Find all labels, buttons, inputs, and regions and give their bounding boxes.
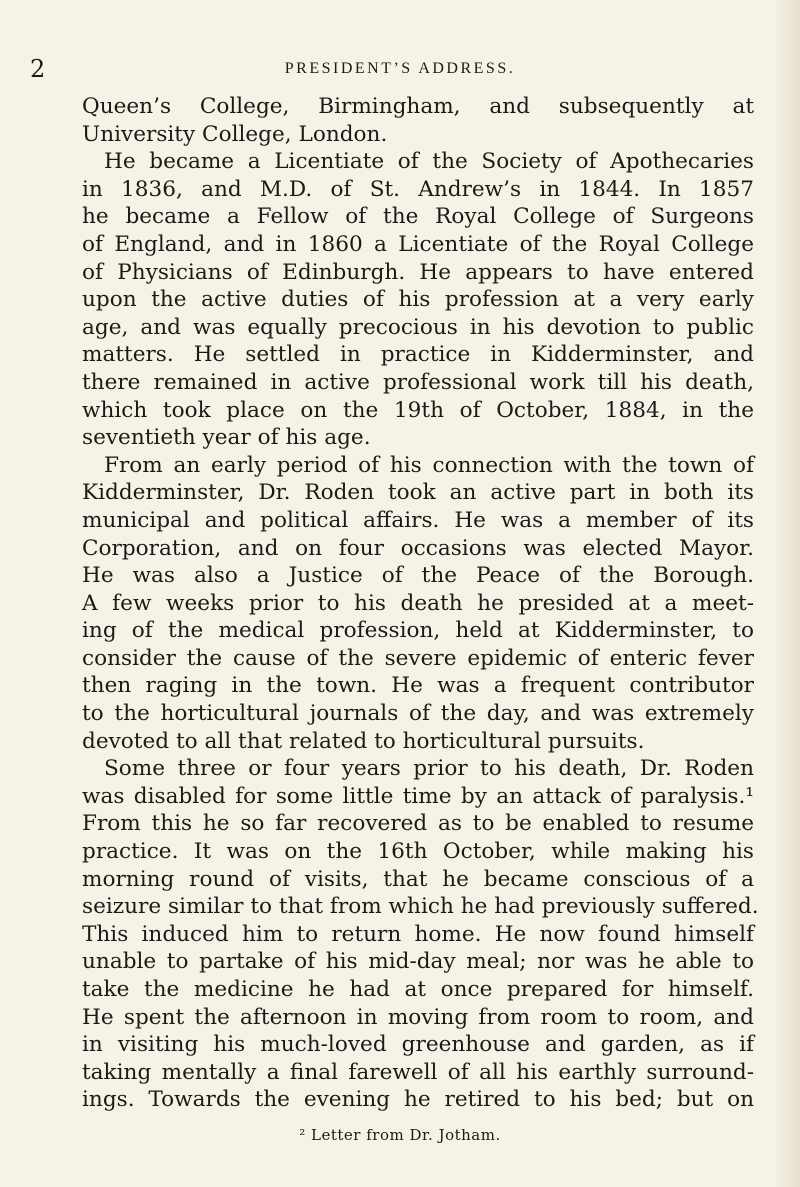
text-line: ings. Towards the evening he retired to his bed; but on — [82, 1087, 754, 1113]
text-line: Corporation, and on four occasions was elected Mayor. — [82, 535, 754, 561]
text-line: upon the active duties of his profession at a very early — [82, 287, 754, 313]
text-line: municipal and political affairs. He was a member of its — [82, 507, 754, 533]
text-line: devoted to all that related to horticultural pursuits. — [82, 728, 645, 754]
text-line: consider the cause of the severe epidemic of enteric fever — [82, 645, 754, 671]
text-line: age, and was equally precocious in his devotion to public — [82, 314, 754, 340]
text-line: This induced him to return home. He now found himself — [82, 921, 754, 947]
text-line: to the horticultural journals of the day, and was extremely — [82, 701, 754, 727]
body-text — [82, 93, 759, 1114]
page-number: 2 — [30, 55, 46, 83]
text-line: Some three or four years prior to his death, Dr. Roden — [104, 756, 754, 782]
text-line: A few weeks prior to his death he presided at a meet- — [82, 590, 754, 616]
page-header — [0, 56, 800, 82]
text-line: unable to partake of his mid-day meal; nor was he able to — [82, 949, 754, 975]
text-line: Queen’s College, Birmingham, and subsequently at — [82, 94, 754, 119]
text-line: Kidderminster, Dr. Roden took an active part in both its — [82, 480, 754, 506]
text-line: taking mentally a final farewell of all his earthly surround- — [82, 1059, 754, 1085]
text-line: ing of the medical profession, held at Kidderminster, to — [82, 618, 754, 644]
footnote: ² Letter from Dr. Jotham. — [299, 1126, 501, 1144]
text-line: morning round of visits, that he became conscious of a — [82, 866, 754, 892]
text-line: take the medicine he had at once prepared for himself. — [82, 977, 754, 1002]
text-line: in visiting his much-loved greenhouse and garden, as if — [82, 1032, 754, 1058]
text-line: which took place on the 19th of October, 1884, in the — [82, 397, 754, 423]
text-line: matters. He settled in practice in Kidderminster, and — [82, 342, 754, 368]
text-line: there remained in active professional work till his death, — [82, 369, 754, 395]
text-line: practice. It was on the 16th October, while making his — [82, 839, 754, 865]
text-line: of Physicians of Edinburgh. He appears to have entered — [82, 259, 754, 285]
page-edge-shadow — [774, 0, 800, 1187]
text-line: then raging in the town. He was a frequent contributor — [82, 673, 754, 699]
text-line: He became a Licentiate of the Society of Apothecaries — [104, 149, 754, 175]
running-head: PRESIDENT’S ADDRESS. — [284, 60, 516, 77]
text-line: was disabled for some little time by an attack of paralysis.¹ — [82, 783, 754, 809]
text-line: University College, London. — [82, 121, 388, 147]
text-line: he became a Fellow of the Royal College of Surgeons — [82, 204, 754, 230]
text-line: He was also a Justice of the Peace of the Borough. — [82, 563, 754, 589]
text-line: in 1836, and M.D. of St. Andrew’s in 1844. In 1857 — [82, 176, 754, 202]
text-line: seizure similar to that from which he had previously suffered. — [82, 894, 759, 920]
text-line: He spent the afternoon in moving from room to room, and — [82, 1004, 754, 1030]
text-line: From this he so far recovered as to be enabled to resume — [82, 811, 754, 837]
text-line: seventieth year of his age. — [82, 425, 371, 451]
text-line: of England, and in 1860 a Licentiate of the Royal College — [82, 231, 754, 257]
text-line: From an early period of his connection with the town of — [104, 452, 754, 478]
